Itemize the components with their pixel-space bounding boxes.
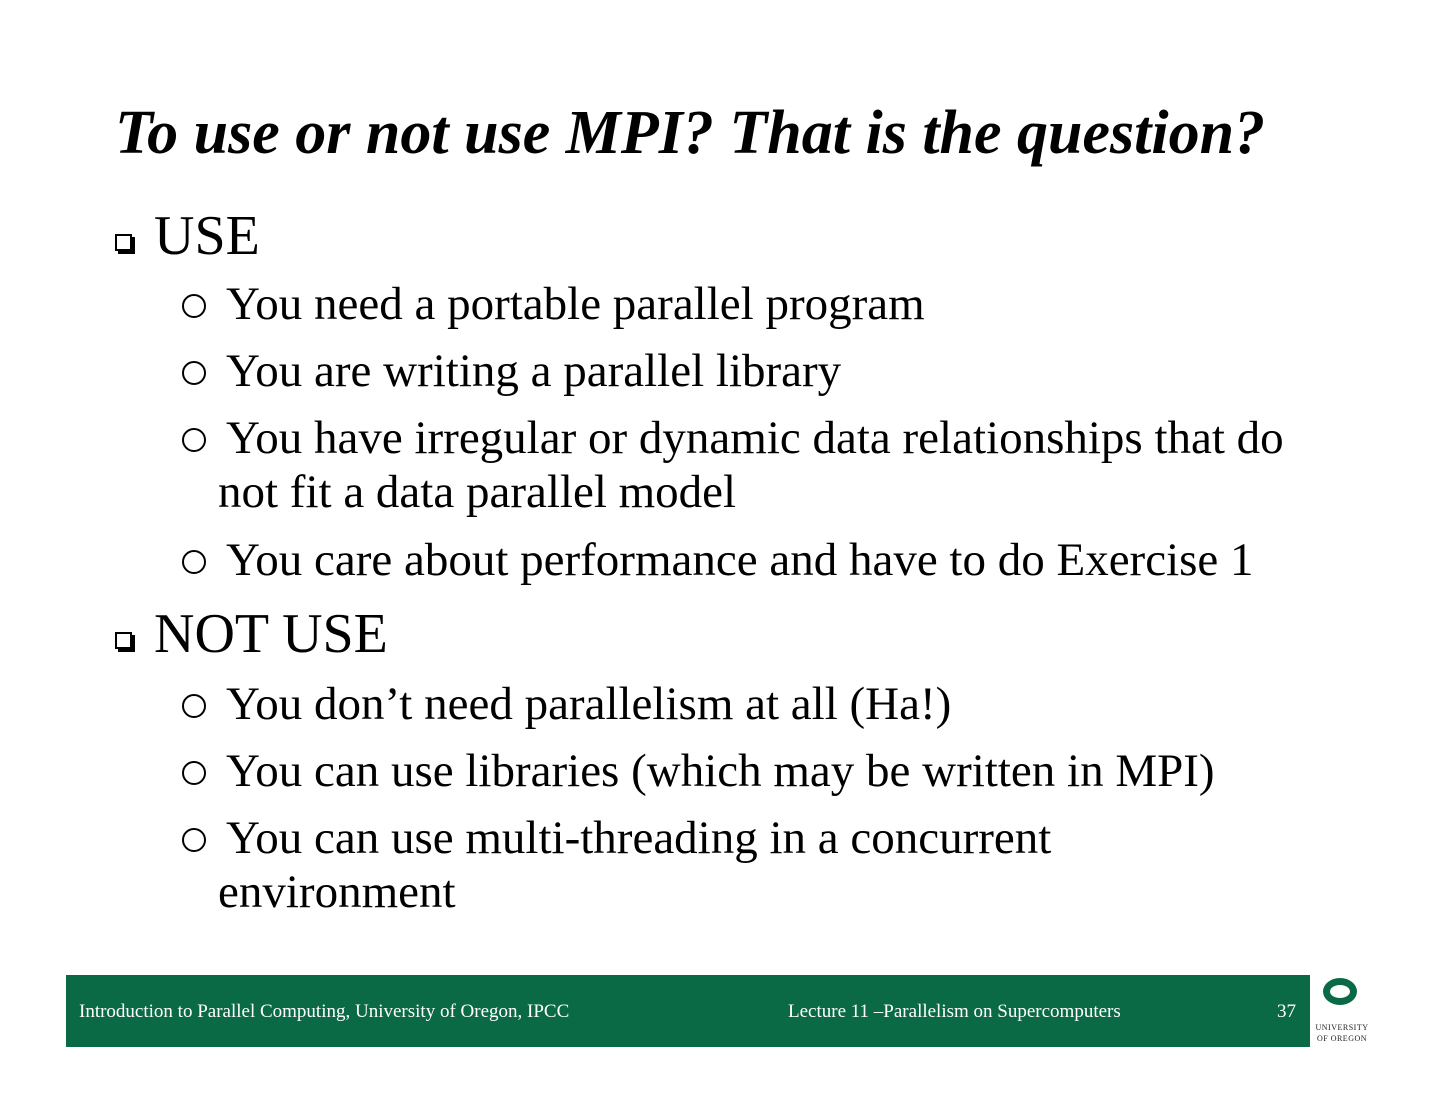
list-item (182, 533, 1254, 587)
page-number: 37 (1277, 1001, 1296, 1022)
circle-bullet-icon (182, 294, 206, 318)
circle-bullet-icon (182, 550, 206, 574)
list-item (182, 411, 1318, 519)
square-bullet-icon (115, 632, 132, 649)
section-not-use (115, 604, 388, 664)
list-item-text: You need a portable parallel program (226, 278, 925, 330)
list-item-text: You have irregular or dynamic data relationships that do not fit a data parallel model (218, 412, 1284, 518)
footer-lecture: Lecture 11 –Parallelism on Supercomputers (788, 1001, 1121, 1022)
circle-bullet-icon (182, 761, 206, 785)
circle-bullet-icon (182, 828, 206, 852)
list-item-text: You can use libraries (which may be written in MPI) (226, 745, 1215, 797)
logo-text-university: UNIVERSITY (1315, 1023, 1369, 1032)
logo-text-of-oregon: OF OREGON (1316, 1034, 1368, 1043)
list-item-text: You are writing a parallel library (226, 345, 842, 397)
university-of-oregon-logo (1312, 975, 1372, 1047)
section-label: USE (154, 205, 260, 267)
list-item (182, 677, 951, 731)
university-of-oregon-o-logo-icon (1323, 978, 1357, 1005)
list-item-text: You can use multi-threading in a concurrent environment (218, 812, 1052, 918)
list-item-text: You care about performance and have to do Exercise 1 (226, 534, 1254, 586)
list-item (182, 744, 1215, 798)
slide-title: To use or not use MPI? That is the question? (115, 99, 1266, 167)
slide-footer (66, 975, 1310, 1047)
circle-bullet-icon (182, 361, 206, 385)
circle-bullet-icon (182, 694, 206, 718)
circle-bullet-icon (182, 428, 206, 452)
section-use (115, 206, 260, 266)
section-label: NOT USE (154, 603, 388, 665)
list-item (182, 344, 841, 398)
square-bullet-icon (115, 234, 132, 251)
list-item (182, 277, 925, 331)
list-item-text: You don’t need parallelism at all (Ha!) (226, 678, 952, 730)
footer-course: Introduction to Parallel Computing, University of Oregon, IPCC (79, 1001, 570, 1022)
list-item (182, 811, 1118, 919)
